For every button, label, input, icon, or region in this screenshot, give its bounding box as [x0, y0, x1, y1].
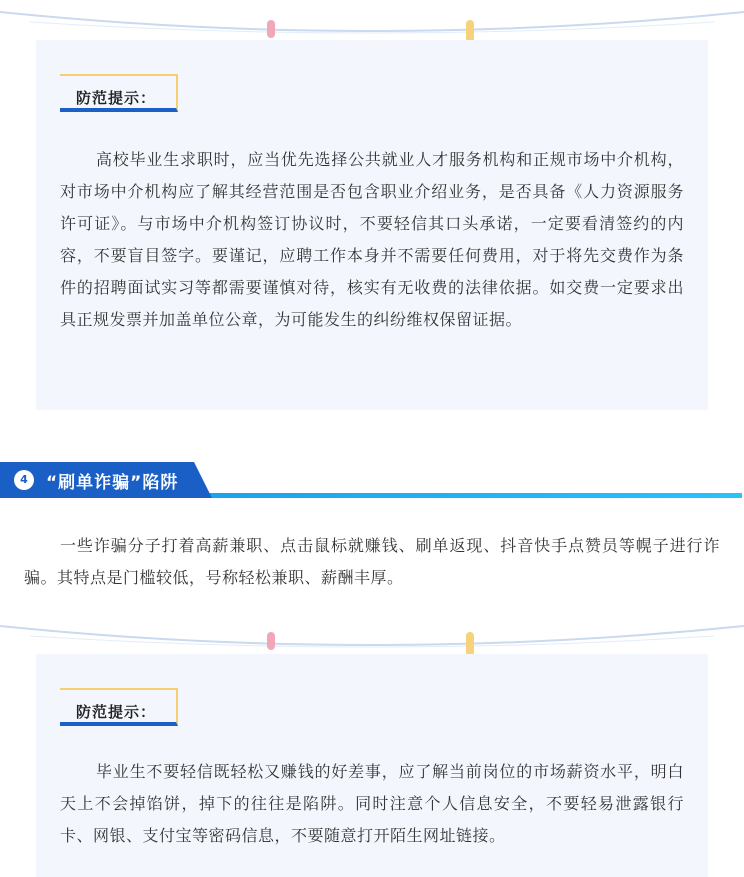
- tip-card-recruitment: [36, 40, 708, 410]
- tip-card-scam: [36, 654, 708, 877]
- section-number-badge: 4: [14, 470, 34, 490]
- tip-label-box: [60, 74, 178, 112]
- tip-paragraph: 高校毕业生求职时，应当优先选择公共就业人才服务机构和正规市场中介机构，对市场中介机构应了解其经营范围是否包含职业介绍业务，是否具备《人力资源服务许可证》。与市场中介机构签订协议时，不要轻信其口头承诺，一定要看清签约的内容，不要盲目签字。要谨记，应聘工作本身并不需要任何费用，对于将先交费作为条件的招聘面试实习等都需要谨慎对待，核实有无收费的法律依据。如交费一定要求出具正规发票并加盖单位公章，为可能发生的纠纷维权保留证据。: [60, 150, 684, 329]
- tip-label: 防范提示：: [76, 703, 157, 721]
- tip-label-box: [60, 688, 178, 726]
- section-header-4: [0, 462, 744, 502]
- header-underline: [206, 493, 742, 498]
- section-title: “刷单诈骗”陷阱: [46, 473, 179, 493]
- section-paragraph: 一些诈骗分子打着高薪兼职、点击鼠标就赚钱、刷单返现、抖音快手点赞员等幌子进行诈骗。其特点是门槛较低，号称轻松兼职、薪酬丰厚。: [24, 536, 720, 587]
- tip-label: 防范提示：: [76, 89, 157, 107]
- tip-paragraph: 毕业生不要轻信既轻松又赚钱的好差事，应了解当前岗位的市场薪资水平，明白天上不会掉馅饼，掉下的往往是陷阱。同时注意个人信息安全，不要轻易泄露银行卡、网银、支付宝等密码信息，不要随意打开陌生网址链接。: [60, 762, 684, 845]
